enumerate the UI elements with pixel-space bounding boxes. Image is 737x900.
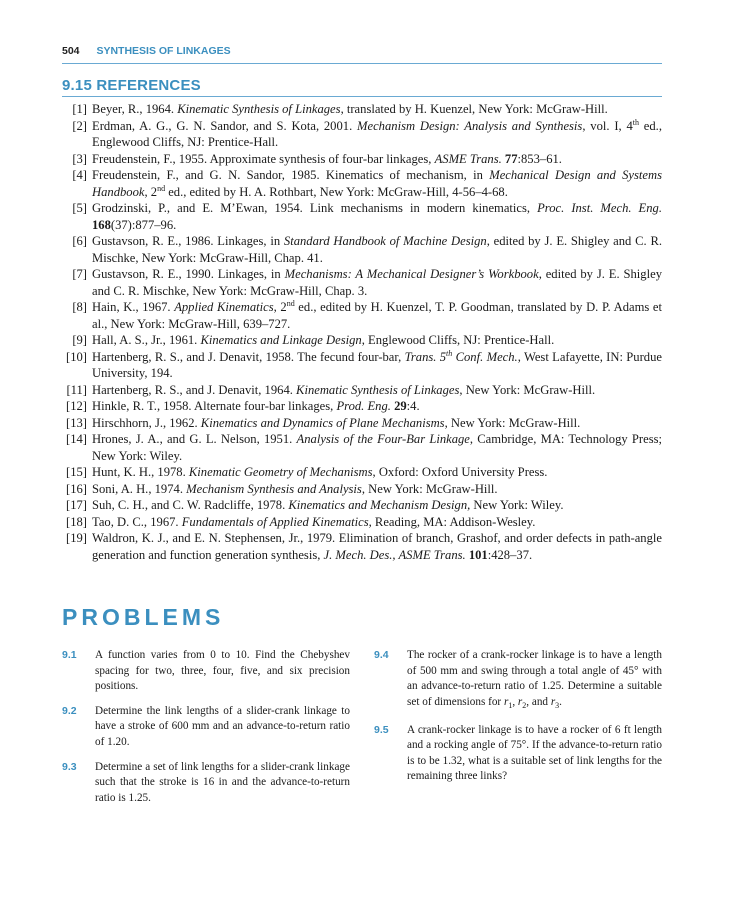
reference-item xyxy=(62,481,662,498)
reference-number: [10] xyxy=(66,349,87,364)
text-run: :428–37. xyxy=(487,547,533,562)
text-run: Hall, A. S., Jr., 1961. xyxy=(92,333,201,347)
text-run: , 2 xyxy=(144,184,158,199)
reference-number: [17] xyxy=(66,498,87,512)
text-run: Beyer, R., 1964. xyxy=(92,102,178,116)
text-run: 1 xyxy=(508,701,513,711)
reference-number: [14] xyxy=(66,432,87,446)
text-run: ed., edited by H. Kuenzel, T. P. Goodman, translated by D. P. Adams et al., New York: McGraw-Hill, 639–727. xyxy=(92,300,662,331)
reference-item xyxy=(62,514,662,531)
reference-number: [16] xyxy=(66,481,87,496)
text-run: (37):877–96. xyxy=(110,217,177,232)
text-run: Freudenstein, F., and G. N. Sandor, 1985. Kinematics of mechanism, in xyxy=(92,168,490,182)
reference-item xyxy=(62,167,662,200)
text-run: , Englewood Cliffs, NJ: Prentice-Hall. xyxy=(361,333,555,347)
reference-item xyxy=(62,101,662,118)
running-title: SYNTHESIS OF LINKAGES xyxy=(96,45,231,57)
reference-item xyxy=(62,415,662,432)
text-run: , vol. I, 4 xyxy=(582,118,633,133)
text-run: Hartenberg, R. S., and J. Denavit, 1964. xyxy=(92,382,297,397)
text-run: Applied Kinematics xyxy=(174,300,274,314)
reference-item xyxy=(62,349,662,382)
text-run: Kinematic Synthesis of Linkages xyxy=(177,102,341,116)
text-run: . xyxy=(559,695,562,708)
text-run: Mechanisms: A Mechanical Designer’s Workbook xyxy=(284,267,539,281)
problem-number: 9.1 xyxy=(62,649,77,661)
text-run: Prod. Eng. xyxy=(336,399,391,413)
text-run: Trans. 5 xyxy=(404,349,447,364)
text-run: Grodzinski, P., and E. M’Ewan, 1954. Link mechanisms in modern kinematics, xyxy=(92,201,538,215)
reference-item xyxy=(62,398,662,415)
text-run: nd xyxy=(157,183,166,193)
problem-item xyxy=(62,760,350,807)
text-run: , New York: McGraw-Hill. xyxy=(361,481,498,496)
text-run: :853–61. xyxy=(517,151,562,166)
text-run: ed., edited by H. A. Rothbart, New York: McGraw-Hill, 4-56–4-68. xyxy=(165,184,508,199)
text-run: Hartenberg, R. S., and J. Denavit, 1958. The fecund four-bar, xyxy=(92,349,405,364)
text-run: Proc. Inst. Mech. Eng. xyxy=(537,201,662,215)
text-run: 168 xyxy=(92,217,111,232)
text-run: ASME Trans. xyxy=(434,151,502,166)
reference-number: [1] xyxy=(72,102,87,116)
text-run: Hain, K., 1967. xyxy=(92,300,175,314)
reference-item xyxy=(62,431,662,464)
text-run: , West Lafayette, IN: Purdue University, 194. xyxy=(92,349,662,380)
problems-heading: PROBLEMS xyxy=(62,604,225,630)
reference-number: [2] xyxy=(72,118,87,133)
text-run: Analysis of the Four-Bar Linkage xyxy=(296,432,470,446)
text-run: , New York: McGraw-Hill. xyxy=(444,415,581,430)
header-rule xyxy=(62,63,662,64)
reference-number: [18] xyxy=(66,514,87,529)
reference-number: [7] xyxy=(72,267,87,281)
text-run: Gustavson, R. E., 1986. Linkages, in xyxy=(92,234,284,248)
problem-number: 9.5 xyxy=(374,723,389,736)
reference-number: [5] xyxy=(72,201,87,215)
text-run: Kinematic Geometry of Mechanisms xyxy=(188,465,373,479)
reference-number: [11] xyxy=(66,382,87,397)
text-run: 29 xyxy=(394,399,407,413)
text-run: , edited by J. E. Shigley and C. R. Mischke, New York: McGraw-Hill, Chap. 3. xyxy=(92,267,662,298)
text-run: r xyxy=(503,695,509,708)
problems-column-left xyxy=(62,648,350,815)
text-run: , Oxford: Oxford University Press. xyxy=(372,465,548,479)
text-run: Soni, A. H., 1974. xyxy=(92,481,187,496)
text-run: Kinematics and Linkage Design xyxy=(200,333,362,347)
problem-item xyxy=(62,704,350,751)
reference-number: [3] xyxy=(72,151,87,166)
text-run: Suh, C. H., and C. W. Radcliffe, 1978. xyxy=(92,498,289,512)
text-run: nd xyxy=(286,299,295,308)
section-heading: 9.15 REFERENCES xyxy=(62,77,201,94)
reference-number: [13] xyxy=(66,415,87,430)
reference-item xyxy=(62,382,662,399)
text-run: Mechanism Synthesis and Analysis xyxy=(186,481,362,496)
text-run: ed., Englewood Cliffs, NJ: Prentice-Hall. xyxy=(92,118,662,149)
text-run: Mechanical Design and Systems Handbook xyxy=(92,168,662,199)
text-run: Kinematics and Dynamics of Plane Mechanisms xyxy=(200,415,445,430)
text-run: Hinkle, R. T., 1958. Alternate four-bar linkages, xyxy=(92,399,337,413)
running-head xyxy=(62,45,662,59)
reference-number: [12] xyxy=(66,399,87,413)
text-run: New York: Wiley. xyxy=(470,498,564,512)
reference-item xyxy=(62,497,662,514)
problem-item xyxy=(374,723,662,785)
text-run: Fundamentals of Applied Kinematics, xyxy=(181,514,372,529)
problem-number: 9.4 xyxy=(374,649,389,661)
text-run: Mechanism Design: Analysis and Synthesis xyxy=(357,118,583,133)
text-run: , xyxy=(512,695,518,708)
reference-number: [4] xyxy=(72,168,87,182)
reference-number: [6] xyxy=(72,234,87,248)
reference-number: [9] xyxy=(72,333,87,347)
text-run: Hirschhorn, J., 1962. xyxy=(92,415,201,430)
text-run: th xyxy=(446,348,453,358)
text-run: Hunt, K. H., 1978. xyxy=(92,465,189,479)
text-run: 77 xyxy=(504,151,518,166)
text-run: r xyxy=(517,695,523,708)
text-run: Freudenstein, F., 1955. Approximate synthesis of four-bar linkages, xyxy=(92,151,435,166)
text-run: Gustavson, R. E., 1990. Linkages, in xyxy=(92,267,285,281)
text-run: Determine the link lengths of a slider-crank linkage to have a stroke of 600 mm and an advance-to-return ratio of 1.20. xyxy=(95,704,350,748)
text-run: , edited by J. E. Shigley and C. R. Mischke, New York: McGraw-Hill, Chap. 41. xyxy=(92,234,662,265)
problems-column-right xyxy=(374,648,662,794)
reference-item xyxy=(62,200,662,233)
text-run: 3 xyxy=(555,701,560,711)
problem-number: 9.2 xyxy=(62,704,77,717)
reference-item xyxy=(62,233,662,266)
text-run: Erdman, A. G., G. N. Sandor, and S. Kota, 2001. xyxy=(92,118,358,133)
text-run: Tao, D. C., 1967. xyxy=(92,514,182,529)
text-run: , and xyxy=(526,695,551,708)
text-run: , Cambridge, MA: Technology Press; New York: Wiley. xyxy=(92,432,663,463)
problem-item xyxy=(374,648,662,714)
text-run: , translated by H. Kuenzel, New York: McGraw-Hill. xyxy=(340,102,608,116)
text-run: The rocker of a crank-rocker linkage is to have a length of 500 mm and swing through a total angle of 45° with an advance-to-return ratio of 1.25. Determine a suitable set of dimensions for xyxy=(407,649,662,708)
text-run: Kinematics and Mechanism Design, xyxy=(288,498,471,512)
text-run: Conf. Mech. xyxy=(452,349,518,364)
text-run: Determine a set of link lengths for a slider-crank linkage such that the stroke is 16 in and the advance-to-return ratio is 1.25. xyxy=(95,760,350,804)
page-number: 504 xyxy=(62,45,80,57)
reference-item xyxy=(62,464,662,481)
text-run: Hrones, J. A., and G. L. Nelson, 1951. xyxy=(92,432,297,446)
text-run: Standard Handbook of Machine Design xyxy=(283,234,487,248)
text-run: th xyxy=(632,117,639,127)
reference-number: [15] xyxy=(66,465,87,479)
text-run: Waldron, K. J., and E. N. Stephensen, Jr., 1979. Elimination of branch, Grashof, and order defects in path-angle generation and function generation synthesis, xyxy=(92,531,662,562)
reference-item xyxy=(62,266,662,299)
reference-item xyxy=(62,151,662,168)
reference-item xyxy=(62,530,662,563)
reference-number: [8] xyxy=(72,300,87,314)
text-run: A crank-rocker linkage is to have a rocker of 6 ft length and a rocking angle of 75°. If the advance-to-return ratio is to be 1.32, what is a suitable set of link lengths for the remaining three links? xyxy=(407,723,662,783)
problem-item xyxy=(62,648,350,695)
reference-number: [19] xyxy=(66,531,87,545)
reference-item xyxy=(62,332,662,349)
text-run: , 2 xyxy=(273,300,287,314)
text-run: :4. xyxy=(406,399,420,413)
section-rule xyxy=(62,96,662,97)
reference-item xyxy=(62,299,662,332)
text-run: 101 xyxy=(468,547,488,562)
text-run: r xyxy=(550,695,556,708)
text-run: 2 xyxy=(522,701,527,711)
text-run: A function varies from 0 to 10. Find the Chebyshev spacing for two, three, four, five, and six precision positions. xyxy=(95,649,350,693)
text-run: , New York: McGraw-Hill. xyxy=(459,382,596,397)
problem-number: 9.3 xyxy=(62,760,77,773)
text-run: Reading, MA: Addison-Wesley. xyxy=(371,514,536,529)
text-run: Kinematic Synthesis of Linkages xyxy=(296,382,460,397)
reference-list xyxy=(62,101,662,563)
reference-item xyxy=(62,118,662,151)
text-run: J. Mech. Des., ASME Trans. xyxy=(323,547,466,562)
